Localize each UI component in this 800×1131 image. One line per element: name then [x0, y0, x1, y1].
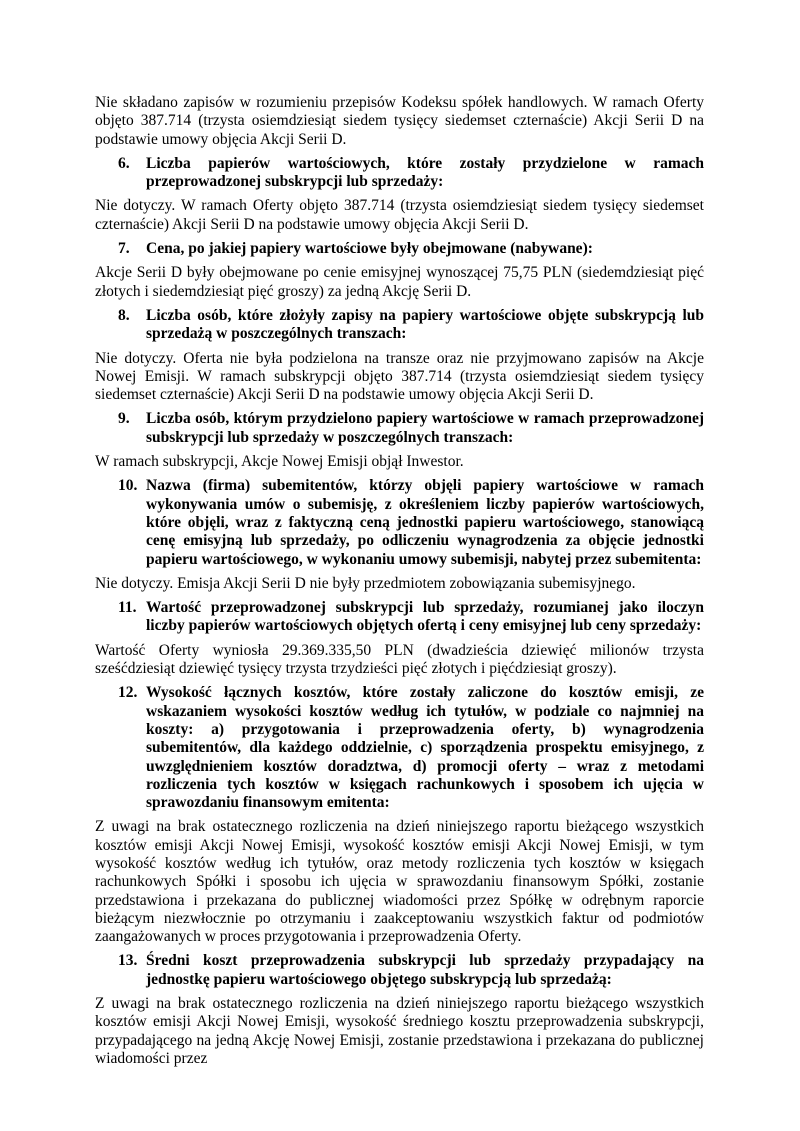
item-number: 8. [118, 306, 130, 324]
paragraph: Z uwagi na brak ostatecznego rozliczenia na dzień niniejszego raportu bieżącego wszystkich kosztów emisji Akcji Nowej Emisji, wysokość średniego kosztu przeprowadzenia subskrypcji, przypadającego na jedną Akcję Nowej Emisji, zostanie przedstawiona i przekazana do publicznej wiadomości przez [95, 995, 704, 1067]
paragraph: Z uwagi na brak ostatecznego rozliczenia na dzień niniejszego raportu bieżącego wszystkich kosztów emisji Akcji Nowej Emisji, wysokość kosztów emisji Akcji Nowej Emisji, w tym wysokość kosztów według ich tytułów, oraz metody rozliczenia tych kosztów w księgach rachunkowych Spółki i sposobu ich ujęcia w sprawozdaniu finansowym Spółki, zostanie przedstawiona i przekazana do publicznej wiadomości przez Spółkę w odrębnym raporcie bieżącym niezwłocznie po otrzymaniu i zaakceptowaniu wszystkich faktur od podmiotów zaangażowanych w proces przygotowania i przeprowadzenia Oferty. [95, 818, 704, 946]
numbered-item-8 [118, 307, 704, 344]
item-heading-text: Liczba osób, które złożyły zapisy na papiery wartościowe objęte subskrypcją lub sprzedażą w poszczególnych transzach: [146, 306, 704, 343]
item-heading-text: Liczba papierów wartościowych, które zostały przydzielone w ramach przeprowadzonej subskrypcji lub sprzedaży: [146, 154, 704, 191]
item-heading-text: Wartość przeprowadzonej subskrypcji lub sprzedaży, rozumianej jako iloczyn liczby papierów wartościowych objętych ofertą i ceny emisyjnej lub ceny sprzedaży: [146, 599, 704, 635]
item-number: 13. [118, 952, 138, 970]
paragraph: W ramach subskrypcji, Akcje Nowej Emisji objął Inwestor. [95, 453, 464, 471]
paragraph: Nie dotyczy. Oferta nie była podzielona na transze oraz nie przyjmowano zapisów na Akcje Nowej Emisji. W ramach subskrypcji objęto 387.714 (trzysta osiemdziesiąt siedem tysięcy siedemset czternaście) Akcji Serii D na podstawie umowy objęcia Akcji Serii D. [95, 349, 704, 404]
paragraph-intro: Nie składano zapisów w rozumieniu przepisów Kodeksu spółek handlowych. W ramach Oferty objęto 387.714 (trzysta osiemdziesiąt siedem tysięcy siedemset czternaście) Akcji Serii D na podstawie umowy objęcia Akcji Serii D. [95, 94, 704, 148]
item-number: 9. [118, 410, 130, 428]
numbered-item-7 [118, 240, 704, 258]
numbered-item-9 [118, 410, 704, 447]
numbered-item-10 [118, 477, 704, 568]
item-heading-text: Wysokość łącznych kosztów, które zostały zaliczone do kosztów emisji, ze wskazaniem wysokości kosztów według ich tytułów, w podziale co najmniej na koszty: a) przygotowania i przeprowadzenia oferty, b) wynagrodzenia subemitentów, dla każdego oddzielnie, c) sporządzenia prospektu emisyjnego, z uwzględnieniem kosztów doradztwa, d) promocji oferty – wraz z metodami rozliczenia tych kosztów w księgach rachunkowych i sposobem ich ujęcia w sprawozdaniu finansowym emitenta: [146, 684, 704, 812]
item-number: 7. [118, 240, 130, 258]
item-heading-text: Nazwa (firma) subemitentów, którzy objęli papiery wartościowe w ramach wykonywania umów o subemisję, z określeniem liczby papierów wartościowych, które objęli, wraz z faktyczną ceną jednostki papieru wartościowego, stanowiącą cenę emisyjną lub sprzedaży, po odliczeniu wynagrodzenia za objęcie jednostki papieru wartościowego, w wykonaniu umowy subemisji, nabytej przez subemitenta: [146, 477, 704, 568]
item-heading-text: Liczba osób, którym przydzielono papiery wartościowe w ramach przeprowadzonej subskrypcji lub sprzedaży w poszczególnych transzach: [146, 410, 704, 446]
paragraph: Wartość Oferty wyniosła 29.369.335,50 PLN (dwadzieścia dziewięć milionów trzysta sześćdziesiąt dziewięć tysięcy trzysta trzydzieści pięć złotych i pięćdziesiąt groszy). [95, 641, 704, 678]
item-number: 6. [118, 154, 130, 172]
item-number: 11. [118, 599, 137, 617]
paragraph: Nie dotyczy. W ramach Oferty objęto 387.714 (trzysta osiemdziesiąt siedem tysięcy siedemset czternaście) Akcji Serii D na podstawie umowy objęcia Akcji Serii D. [95, 197, 704, 233]
paragraph: Nie dotyczy. Emisja Akcji Serii D nie były przedmiotem zobowiązania subemisyjnego. [95, 574, 636, 592]
item-heading-text: Cena, po jakiej papiery wartościowe były obejmowane (nabywane): [146, 240, 593, 258]
numbered-item-6 [118, 155, 704, 192]
numbered-item-12 [118, 684, 704, 812]
numbered-item-11 [118, 599, 704, 636]
numbered-item-13 [118, 952, 704, 989]
item-heading-text: Średni koszt przeprowadzenia subskrypcji lub sprzedaży przypadający na jednostkę papieru wartościowego objętego subskrypcją lub sprzedażą: [146, 952, 704, 988]
item-number: 10. [118, 477, 138, 495]
paragraph: Akcje Serii D były obejmowane po cenie emisyjnej wynoszącej 75,75 PLN (siedemdziesiąt pięć złotych i siedemdziesiąt pięć groszy) za jedną Akcję Serii D. [95, 264, 704, 300]
item-number: 12. [118, 684, 138, 702]
